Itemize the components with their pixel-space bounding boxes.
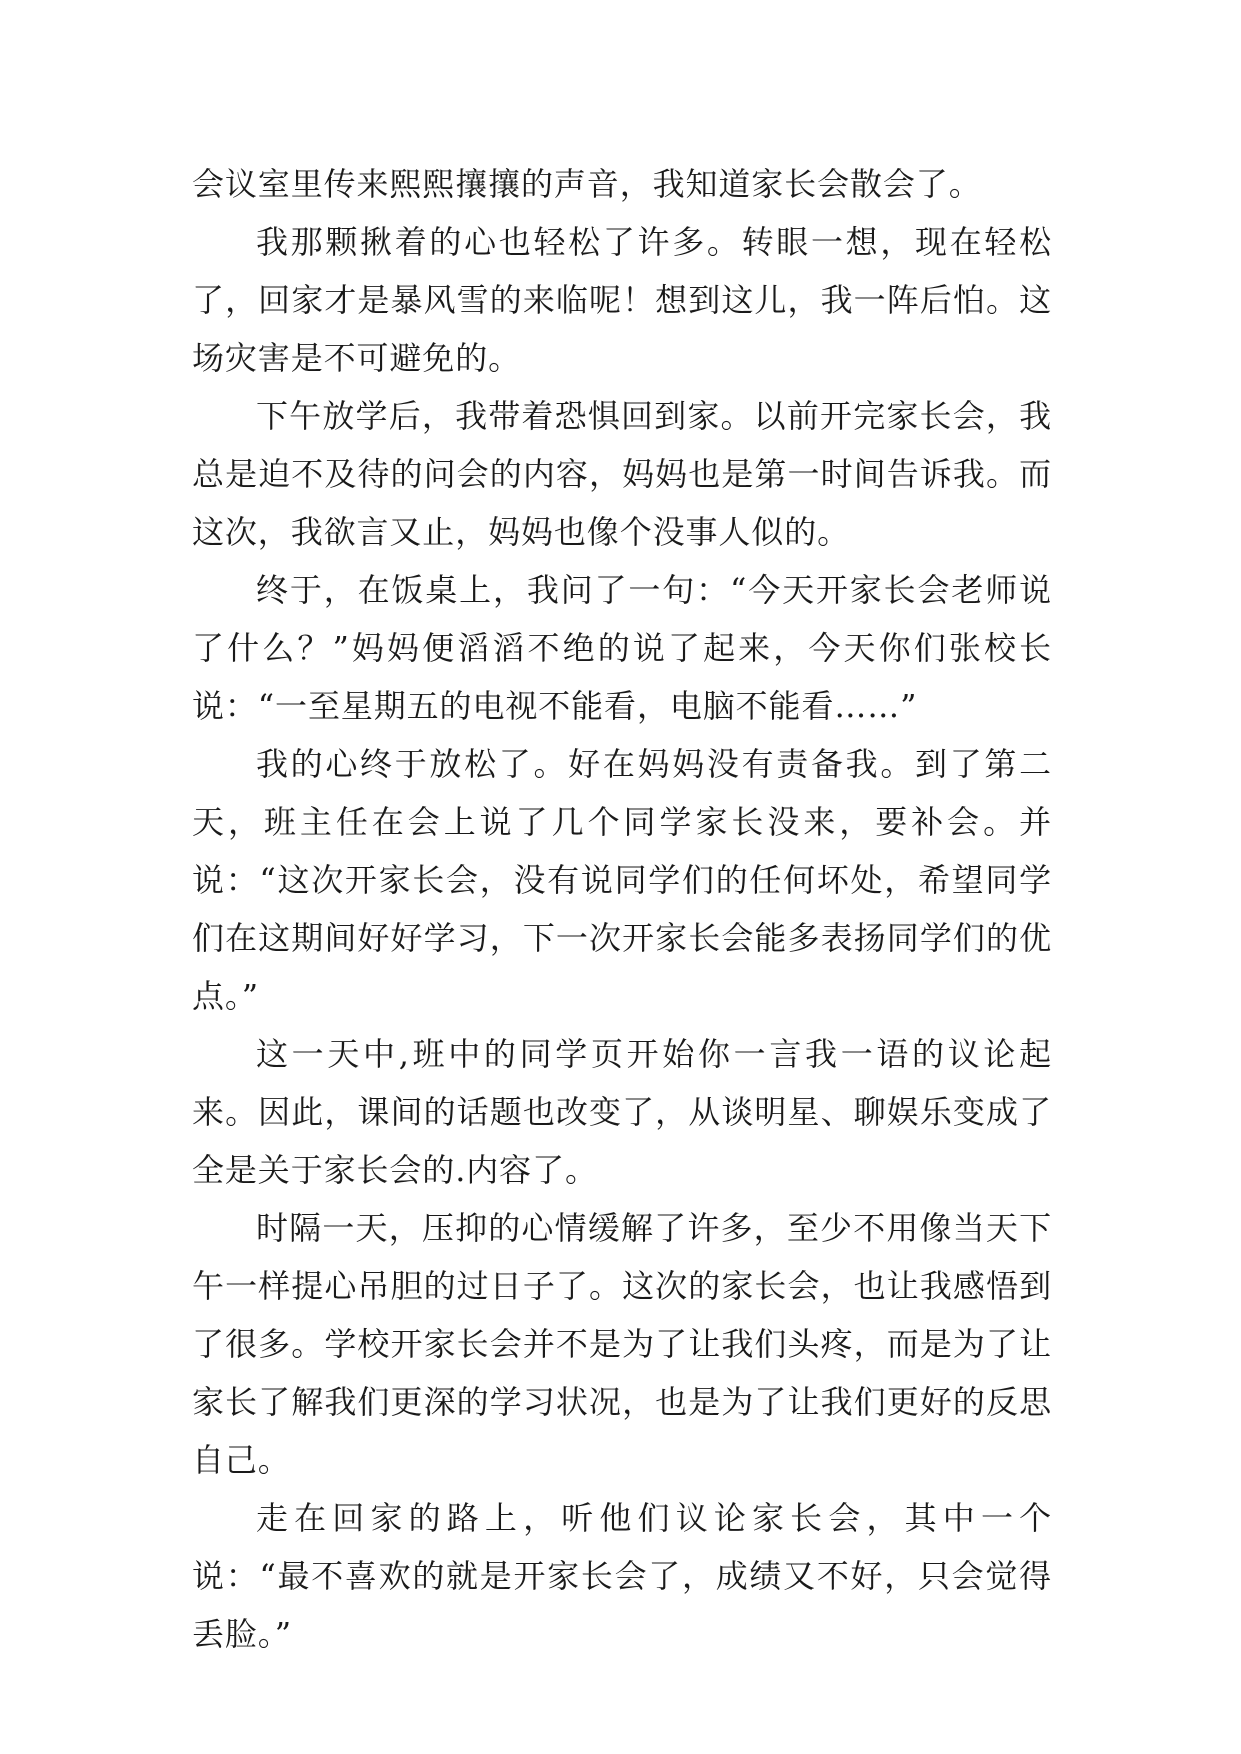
paragraph-2: 我那颗揪着的心也轻松了许多。转眼一想，现在轻松了，回家才是暴风雪的来临呢！想到这儿，我一阵后怕。这场灾害是不可避免的。 bbox=[192, 223, 1052, 377]
paragraph-8: 走在回家的路上，听他们议论家长会，其中一个说：“最不喜欢的就是开家长会了，成绩又不好，只会觉得丢脸。” bbox=[192, 1499, 1052, 1653]
paragraph-6: 这一天中,班中的同学页开始你一言我一语的议论起来。因此，课间的话题也改变了，从谈明星、聊娱乐变成了全是关于家长会的.内容了。 bbox=[192, 1035, 1052, 1189]
document-body bbox=[192, 155, 1052, 1663]
paragraph-3: 下午放学后，我带着恐惧回到家。以前开完家长会，我总是迫不及待的问会的内容，妈妈也是第一时间告诉我。而这次，我欲言又止，妈妈也像个没事人似的。 bbox=[192, 397, 1052, 551]
paragraph-1: 会议室里传来熙熙攘攘的声音，我知道家长会散会了。 bbox=[192, 165, 982, 203]
paragraph-4: 终于，在饭桌上，我问了一句：“今天开家长会老师说了什么？”妈妈便滔滔不绝的说了起来，今天你们张校长说：“一至星期五的电视不能看，电脑不能看……” bbox=[192, 571, 1052, 725]
paragraph-7: 时隔一天，压抑的心情缓解了许多，至少不用像当天下午一样提心吊胆的过日子了。这次的家长会，也让我感悟到了很多。学校开家长会并不是为了让我们头疼，而是为了让家长了解我们更深的学习状况，也是为了让我们更好的反思自己。 bbox=[192, 1209, 1052, 1479]
paragraph-5: 我的心终于放松了。好在妈妈没有责备我。到了第二天，班主任在会上说了几个同学家长没来，要补会。并说：“这次开家长会，没有说同学们的任何坏处，希望同学们在这期间好好学习，下一次开家长会能多表扬同学们的优点。” bbox=[192, 745, 1052, 1015]
